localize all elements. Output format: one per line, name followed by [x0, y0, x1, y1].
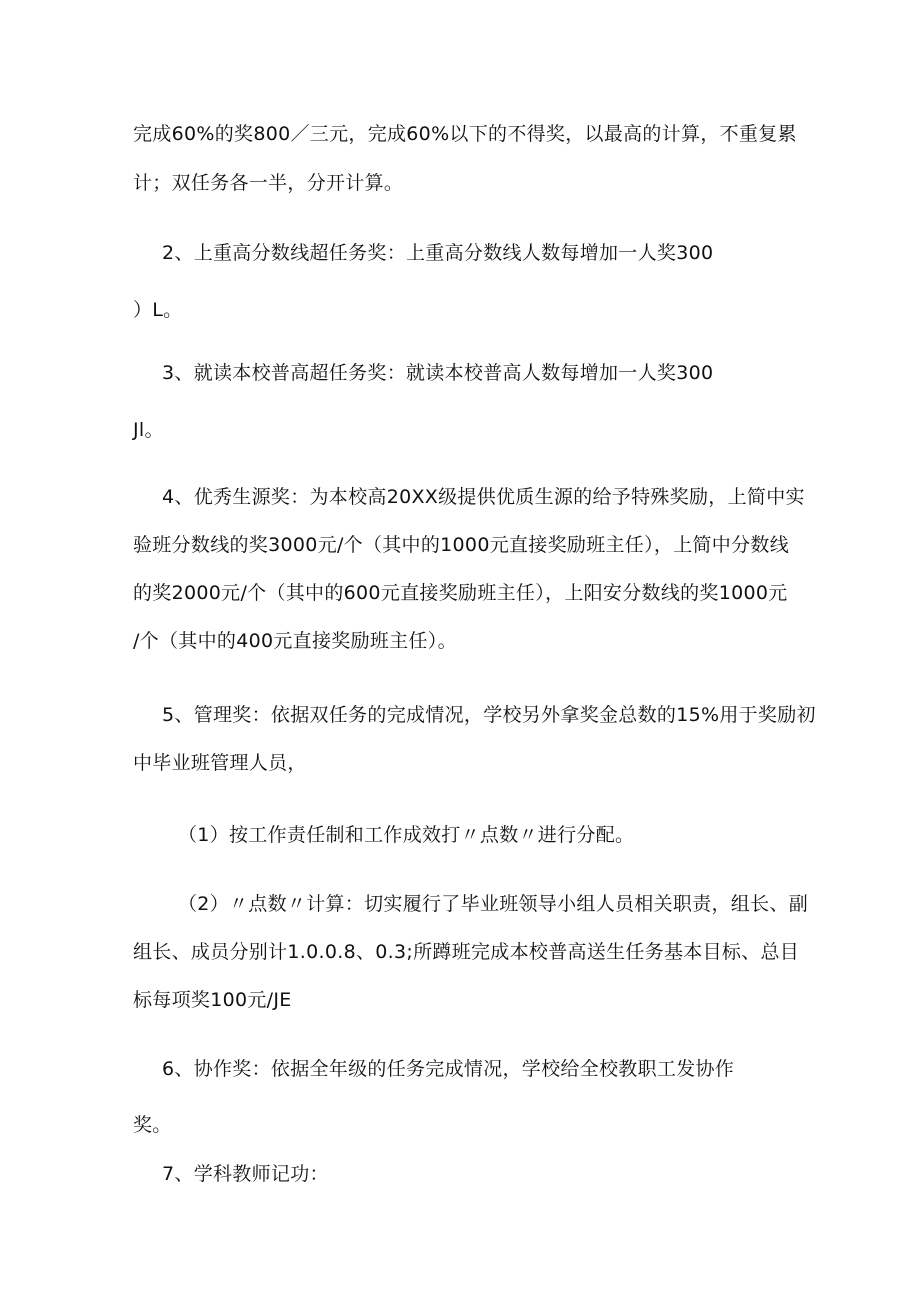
item-6-line-2: 奖。 — [133, 1114, 172, 1136]
item-5-sub-2-line-2: 组长、成员分别计1.0.0.8、0.3;所蹲班完成本校普高送生任务基本目标、总目 — [133, 941, 800, 963]
item-5-line-1: 5、管理奖：依据双任务的完成情况，学校另外拿奖金总数的15%用于奖励初 — [162, 704, 816, 726]
item-3-line-1: 3、就读本校普高超任务奖：就读本校普高人数每增加一人奖300 — [162, 362, 714, 384]
item-7-line-1: 7、学科教师记功： — [162, 1163, 329, 1185]
item-5-sub-2-line-3: 标每项奖100元/JE — [133, 989, 292, 1011]
item-5-sub-1: （1）按工作责任制和工作成效打〃点数〃进行分配。 — [178, 824, 635, 846]
item-5-line-2: 中毕业班管理人员， — [133, 752, 307, 774]
item-4-line-1: 4、优秀生源奖：为本校高20XX级提供优质生源的给予特殊奖励，上简中实 — [162, 486, 805, 508]
item-3-line-2: Jl。 — [133, 419, 164, 441]
text-line-2: 计；双任务各一半，分开计算。 — [133, 172, 404, 194]
item-2-line-1: 2、上重高分数线超任务奖：上重高分数线人数每增加一人奖300 — [162, 242, 714, 264]
item-4-line-2: 验班分数线的奖3000元/个（其中的1000元直接奖励班主任），上简中分数线 — [133, 534, 790, 556]
item-4-line-3: 的奖2000元/个（其中的600元直接奖励班主任），上阳安分数线的奖1000元 — [133, 582, 788, 604]
item-2-line-2: ）L。 — [133, 299, 183, 321]
item-4-line-4: /个（其中的400元直接奖励班主任）。 — [133, 630, 457, 652]
text-line-1: 完成60%的奖800／三元，完成60%以下的不得奖，以最高的计算，不重复累 — [133, 123, 797, 145]
item-5-sub-2-line-1: （2）〃点数〃计算：切实履行了毕业班领导小组人员相关职责，组长、副 — [178, 893, 808, 915]
item-6-line-1: 6、协作奖：依据全年级的任务完成情况，学校给全校教职工发协作 — [162, 1058, 735, 1080]
